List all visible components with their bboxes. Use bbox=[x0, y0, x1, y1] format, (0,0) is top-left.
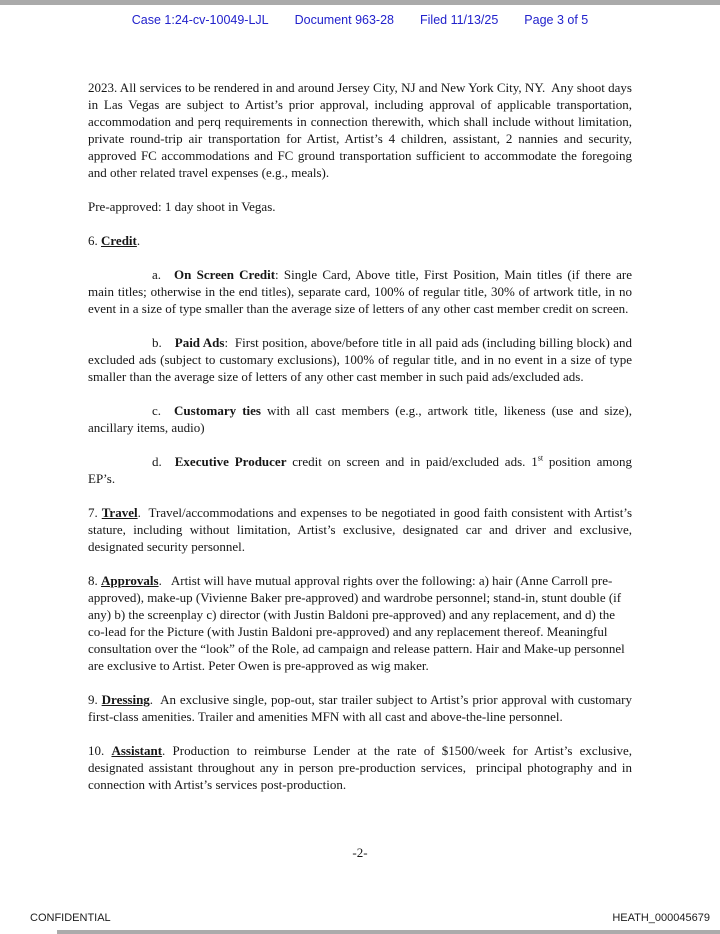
section-title: Assistant bbox=[111, 743, 163, 758]
filed-date: Filed 11/13/25 bbox=[420, 13, 499, 27]
section-approvals bbox=[88, 572, 632, 674]
item-label: a. bbox=[152, 267, 162, 282]
scan-edge-bottom bbox=[57, 930, 720, 934]
section-title: Credit bbox=[101, 233, 137, 248]
section-number: 8. bbox=[88, 573, 101, 588]
item-text: with all cast members (e.g., artwork title, likeness (use and size), ancillary items, audio) bbox=[88, 403, 636, 435]
paragraph-preapproved: Pre-approved: 1 day shoot in Vegas. bbox=[88, 199, 276, 214]
ordinal-superscript: st bbox=[537, 453, 544, 463]
court-stamp-header bbox=[0, 13, 720, 27]
page-number: -2- bbox=[352, 845, 368, 860]
section-text: . Travel/accommodations and expenses to be negotiated in good faith consistent with Artist’s stature, including without limitation, Artist’s exclusive, designated car and driver and exclusive, designated security personnel. bbox=[88, 505, 636, 554]
section-period: . bbox=[136, 233, 141, 248]
section-title: Dressing bbox=[101, 692, 150, 707]
document-number: Document 963-28 bbox=[294, 13, 394, 27]
bates-number: HEATH_000045679 bbox=[612, 912, 710, 924]
scan-edge-top bbox=[0, 0, 720, 5]
item-text: position among EP’s. bbox=[88, 454, 636, 486]
footer bbox=[30, 912, 710, 924]
credit-item-d bbox=[88, 453, 636, 487]
item-term: On Screen Credit bbox=[174, 267, 276, 282]
document-body bbox=[88, 79, 636, 810]
section-title: Approvals bbox=[101, 573, 159, 588]
heading-credit bbox=[88, 232, 632, 249]
item-label: d. bbox=[152, 454, 162, 469]
item-label: b. bbox=[152, 335, 162, 350]
section-number: 7. bbox=[88, 505, 102, 520]
section-text: . Artist will have mutual approval rights over the following: a) hair (Anne Carroll pre-approved), make-up (Vivienne Baker pre-approved) and wardrobe personnel; stand-in, stunt double (if any) b) the screenplay c) director (with Justin Baldoni pre-approved) and any replacement, and d) the co-lead for the Picture (with Justin Baldoni pre-approved) and any replacement thereof. Meaningful consultation over the “look” of the Role, ad campaign and release pattern. Hair and Make-up personnel are exclusive to Artist. Peter Owen is pre-approved as wig maker. bbox=[88, 573, 629, 673]
item-label: c. bbox=[152, 403, 162, 418]
section-title: Travel bbox=[101, 505, 138, 520]
section-text: . An exclusive single, pop-out, star trailer subject to Artist’s prior approval with customary first-class amenities. Trailer and amenities MFN with all cast and above-the-line personnel. bbox=[88, 692, 636, 724]
section-number: 10. bbox=[88, 743, 112, 758]
item-text: : Single Card, Above title, First Position, Main titles (if there are main titles; otherwise in the end titles), separate card, 100% of regular title, 30% of artwork title, in no event in a size of type smaller than the average size of letters of any other cast member credit on screen. bbox=[88, 267, 636, 316]
confidential-label: CONFIDENTIAL bbox=[30, 912, 111, 924]
section-number: 9. bbox=[88, 692, 102, 707]
section-travel bbox=[88, 504, 636, 555]
item-term: Customary ties bbox=[174, 403, 261, 418]
credit-item-b bbox=[88, 334, 636, 385]
item-term: Paid Ads bbox=[174, 335, 225, 350]
section-dressing bbox=[88, 691, 636, 725]
item-text: : First position, above/before title in all paid ads (including billing block) and excluded ads (subject to customary exclusions), 100% of regular title, and in no event in a size of type smaller than the average size of letters of any other cast member in such paid ads/excluded ads. bbox=[88, 335, 636, 384]
paragraph-services: 2023. All services to be rendered in and around Jersey City, NJ and New York City, NY. Any shoot days in Las Vegas are subject to Artist’s prior approval, including approval of applicable transportation, accommodation and perq requirements in connection therewith, which shall include without limitation, private round-trip air transportation for Artist, Artist’s 4 children, assistant, 2 nannies and security, approved FC accommodations and FC ground transportation sufficient to accommodate the foregoing and other related travel expenses (e.g., meals). bbox=[88, 80, 636, 180]
section-text: . Production to reimburse Lender at the rate of $1500/week for Artist’s exclusive, designated assistant throughout any in person pre-production services, principal photography and in connection with Artist’s services post-production. bbox=[88, 743, 636, 792]
item-text: credit on screen and in paid/excluded ads. 1 bbox=[286, 454, 538, 469]
credit-item-a bbox=[88, 266, 636, 317]
case-number: Case 1:24-cv-10049-LJL bbox=[131, 13, 269, 27]
section-assistant bbox=[88, 742, 636, 793]
section-number: 6. bbox=[88, 233, 101, 248]
item-term: Executive Producer bbox=[174, 454, 287, 469]
credit-item-c bbox=[88, 402, 636, 436]
page-indicator: Page 3 of 5 bbox=[524, 13, 589, 27]
